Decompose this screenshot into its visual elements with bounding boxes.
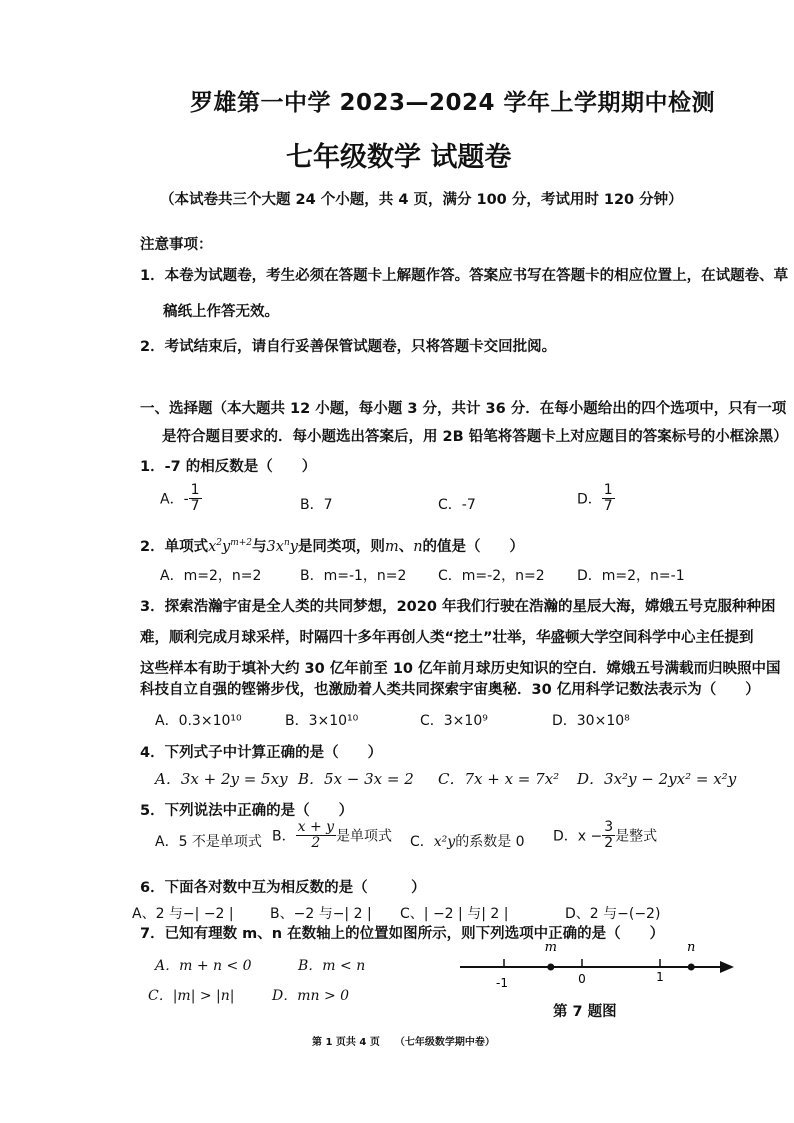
q4-option-d: D．3x²y − 2yx² = x²y [577, 770, 737, 788]
q7-option-b: B．m < n [298, 958, 366, 974]
q3-option-d: D．30×10⁸ [552, 713, 630, 729]
q1-option-c: C．-7 [438, 497, 476, 513]
q7-stem: 7．已知有理数 m、n 在数轴上的位置如图所示，则下列选项中正确的是（ ） [140, 926, 665, 942]
q3-option-c: C．3×10⁹ [420, 713, 488, 729]
exam-title: 罗雄第一中学 2023—2024 学年上学期期中检测 [190, 90, 716, 116]
q4-option-a: A．3x + 2y = 5xy [155, 770, 288, 788]
q1-option-b: B．7 [300, 497, 333, 513]
point-m [547, 964, 554, 971]
q6-option-c: C、| −2 | 与| 2 | [400, 906, 509, 922]
q7-option-c: C．|m| > |n| [148, 988, 235, 1004]
tick-label-neg1: -1 [496, 976, 508, 990]
exam-info: （本试卷共三个大题 24 个小题，共 4 页，满分 100 分，考试用时 120 分钟） [160, 192, 683, 208]
q3-line-1: 3．探索浩瀚宇宙是全人类的共同梦想，2020 年我们行驶在浩瀚的星辰大海，嫦娥五号克服种种困 [140, 599, 776, 615]
tick-label-0: 0 [578, 972, 586, 986]
q6-stem: 6．下面各对数中互为相反数的是（ ） [140, 880, 426, 896]
point-n [688, 964, 695, 971]
q3-line-4: 科技自立自强的铿锵步伐，也激励着人类共同探索宇宙奥秘．30 亿用科学记数法表示为（ ） [140, 682, 760, 698]
note-2: 2．考试结束后，请自行妥善保管试题卷，只将答题卡交回批阅。 [140, 339, 557, 355]
note-1-line-1: 1．本卷为试题卷，考生必须在答题卡上解题作答。答案应书写在答题卡的相应位置上，在试题卷、草 [140, 268, 789, 284]
q3-option-b: B．3×10¹⁰ [285, 713, 359, 729]
page-footer: 第 1 页共 4 页 （七年级数学期中卷） [312, 1037, 495, 1048]
note-1-line-2: 稿纸上作答无效。 [163, 304, 279, 320]
q3-option-a: A．0.3×10¹⁰ [155, 713, 242, 729]
q1-option-d: D． $\frac{1}{7}$ [577, 482, 613, 514]
q5-option-a: A．5 不是单项式 [155, 834, 262, 850]
label-m: m [544, 940, 557, 955]
number-line-figure [450, 935, 740, 995]
q5-option-d: D．x − $\frac{3}{2}$ 是整式 [553, 819, 658, 851]
q2-option-a: A．m=2，n=2 [160, 568, 262, 584]
q2-stem: 2．单项式$x^2y^{m+2}$与$3x^ny$是同类项，则m、n的值是（ ） [140, 538, 525, 555]
q3-line-2: 难，顺利完成月球采样，时隔四十多年再创人类“挖土”壮举，华盛顿大学空间科学中心主任提到 [140, 630, 754, 646]
section-1-line-2: 是符合题目要求的．每小题选出答案后，用 2B 铅笔将答题卡上对应题目的答案标号的小框涂黑） [162, 429, 788, 445]
q6-option-a: A、2 与−| −2 | [132, 906, 234, 922]
q2-option-c: C．m=-2，n=2 [438, 568, 545, 584]
number-line-arrow [720, 961, 734, 973]
q4-stem: 4．下列式子中计算正确的是（ ） [140, 745, 383, 761]
tick-label-1: 1 [656, 970, 664, 984]
q3-line-3: 这些样本有助于填补大约 30 亿年前至 10 亿年前月球历史知识的空白．嫦娥五号满载而归映照中国 [140, 661, 781, 677]
q5-stem: 5．下列说法中正确的是（ ） [140, 803, 354, 819]
q7-option-a: A．m + n < 0 [155, 958, 252, 974]
q4-option-c: C．7x + x = 7x² [438, 770, 560, 788]
q2-option-d: D．m=2，n=-1 [577, 568, 685, 584]
figure-caption: 第 7 题图 [553, 1004, 617, 1020]
q5-option-b: B． $\frac{x + y}{2}$ 是单项式 [272, 819, 393, 851]
notes-heading: 注意事项： [140, 237, 213, 253]
section-1-line-1: 一、选择题（本大题共 12 小题，每小题 3 分，共计 36 分．在每小题给出的四个选项中，只有一项 [140, 401, 787, 417]
q5-option-c: C．x²y的系数是 0 [410, 834, 525, 850]
q1-stem: 1．-7 的相反数是（ ） [140, 459, 317, 475]
q1-option-a: A．- $\frac{1}{7}$ [160, 482, 200, 514]
q6-option-d: D、2 与−(−2) [565, 906, 661, 922]
q6-option-b: B、−2 与−| 2 | [270, 906, 372, 922]
exam-subtitle: 七年级数学 试题卷 [286, 142, 512, 173]
q7-option-d: D．mn > 0 [272, 988, 350, 1004]
q4-option-b: B．5x − 3x = 2 [298, 770, 414, 788]
label-n: n [687, 940, 696, 955]
q2-option-b: B．m=-1，n=2 [300, 568, 407, 584]
